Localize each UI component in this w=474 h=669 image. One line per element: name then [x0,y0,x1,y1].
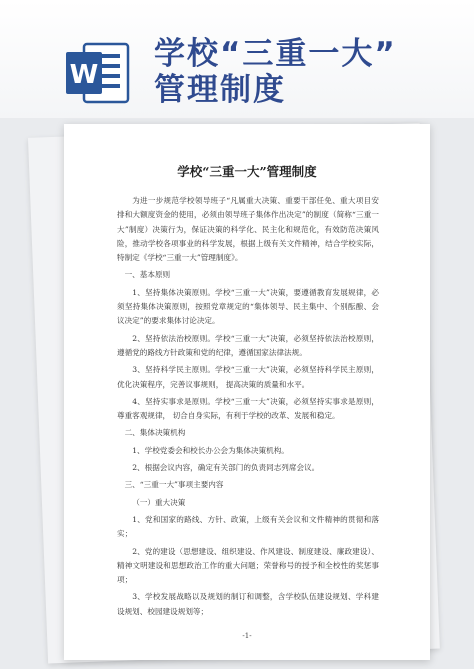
document-paragraph: 1、学校党委会和校长办公会为集体决策机构。 [132,445,289,455]
section-heading: （一）重大决策 [132,497,186,507]
document-paragraph: 2、党的建设（思想建设、组织建设、作风建设、制度建设、廉政建设）、精神文明建设和思想政治工作的重大问题；荣誉称号的授予和全校性的奖惩事项； [117,546,379,585]
document-paragraph: 3、坚持科学民主原则。学校“三重一大”决策，必须坚持科学民主原则，优化决策程序，完善议事规则， 提高决策的质量和水平。 [117,365,379,389]
section-heading: 二、集体决策机构 [124,428,186,438]
section-heading: 一、基本原则 [124,270,171,280]
document-paragraph: 2、根据会议内容，确定有关部门的负责同志列席会议。 [132,463,320,473]
document-page [64,124,430,660]
section-heading: 三、“三重一大”事项主要内容 [124,480,224,490]
document-paragraph: 3、学校发展战略以及规划的制订和调整，含学校队伍建设规划、学科建设规划、校园建设规划等； [117,592,379,616]
document-paragraph: 2、坚持依法治校原则。学校“三重一大”决策，必须坚持依法治校原则，遵循党的路线方针政策和党的纪律，遵循国家法律法规。 [117,333,379,357]
document-body [117,194,379,622]
document-paragraph: 1、党和国家的路线、方针、政策，上级有关会议和文件精神的贯彻和落实； [117,514,379,539]
word-document-icon [64,38,132,108]
document-paragraph: 为进一步规范学校领导班子“凡属重大决策、重要干部任免、重大项目安排和大额度资金的使用，必须由领导班子集体作出决定”的制度（简称“三重一大”制度）决策行为，保证决策的科学化、民主化和规范化，有效防范决策风险，推动学校各项事业的科学发展，根据上级有关文件精神，结合学校实际，特制定《学校“三重一大”管理制度》。 [117,196,379,263]
document-paragraph: 4、坚持实事求是原则。学校“三重一大”决策，必须坚持实事求是原则， 尊重客观规律， 切合自身实际，有利于学校的改革、发展和稳定。 [117,396,379,421]
page-number: -1- [242,632,252,640]
word-icon-letter: W [69,60,99,90]
banner-title-line1: 学校“三重一大” [154,36,397,72]
banner [0,0,474,118]
document-title: 学校“三重一大”管理制度 [177,164,317,179]
banner-title-line2: 管理制度 [154,72,286,108]
document-paragraph: 1、坚持集体决策原则。学校“三重一大”决策，要遵循教育发展规律，必须坚持集体决策原则，按照党章规定的“集体领导、民主集中、个别酝酿、会议决定”的要求集体讨论决定。 [117,287,379,326]
